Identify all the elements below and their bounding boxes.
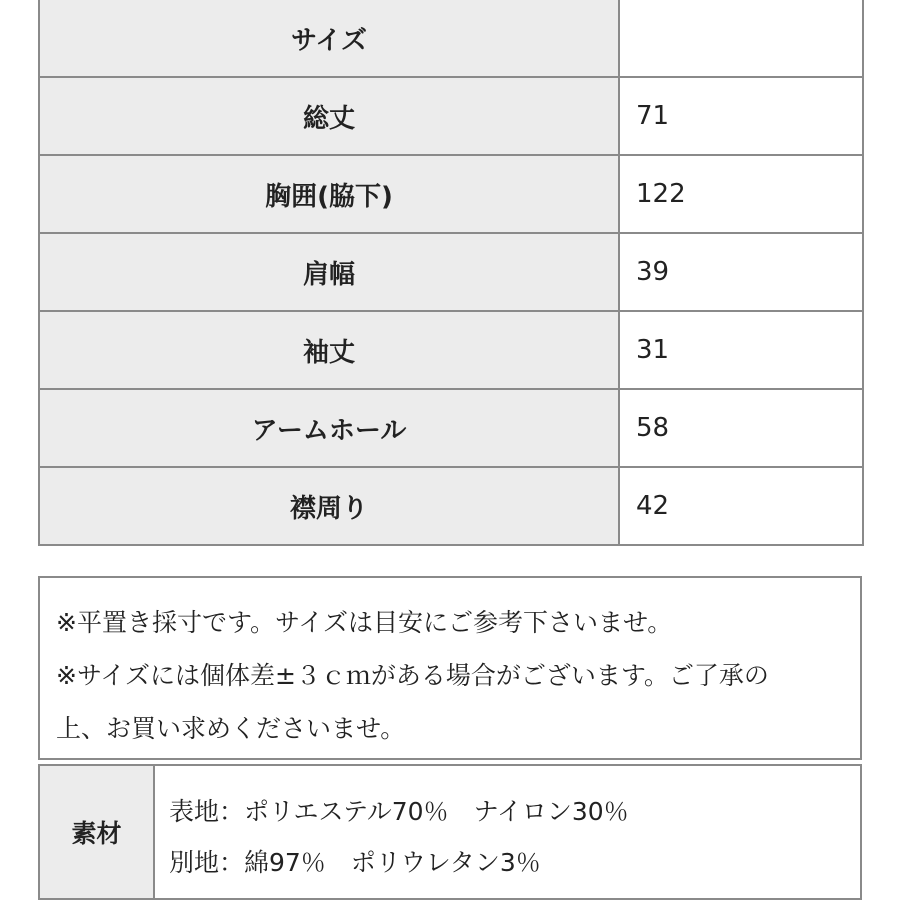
note-line: 上、お買い求めくださいませ。 (56, 714, 406, 743)
table-row (39, 0, 863, 77)
material-details (155, 766, 860, 898)
material-label: 素材 (40, 766, 155, 898)
shoulder-width-label: 肩幅 (39, 233, 619, 311)
armhole-value: 58 (619, 389, 863, 467)
table-row (39, 155, 863, 233)
size-header-label: サイズ (39, 0, 619, 77)
size-table (38, 0, 864, 546)
table-row (39, 467, 863, 545)
material-line: 表地：ポリエステル70％ ナイロン30％ (169, 797, 629, 826)
material-line: 別地：綿97％ ポリウレタン3％ (169, 848, 541, 877)
total-length-value: 71 (619, 77, 863, 155)
note-line: ※サイズには個体差±３ｃｍがある場合がございます。ご了承の (56, 661, 769, 690)
material-table (38, 764, 862, 900)
armhole-label: アームホール (39, 389, 619, 467)
shoulder-width-value: 39 (619, 233, 863, 311)
table-row (39, 389, 863, 467)
neck-circumference-label: 襟周り (39, 467, 619, 545)
sleeve-length-value: 31 (619, 311, 863, 389)
size-header-value (619, 0, 863, 77)
table-row (39, 77, 863, 155)
measurement-notes (38, 576, 862, 760)
neck-circumference-value: 42 (619, 467, 863, 545)
note-line: ※平置き採寸です。サイズは目安にご参考下さいませ。 (56, 608, 673, 637)
table-row (39, 311, 863, 389)
chest-value: 122 (619, 155, 863, 233)
table-row (39, 233, 863, 311)
chest-label: 胸囲(脇下) (39, 155, 619, 233)
sleeve-length-label: 袖丈 (39, 311, 619, 389)
total-length-label: 総丈 (39, 77, 619, 155)
